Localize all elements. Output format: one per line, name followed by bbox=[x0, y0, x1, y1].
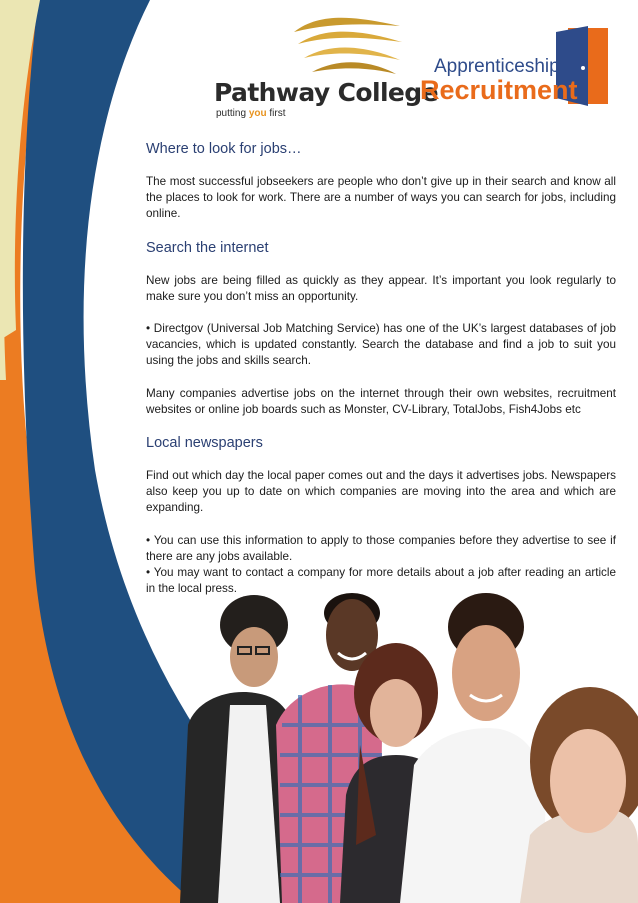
pathway-swoosh-icon bbox=[292, 16, 402, 78]
pathway-tagline bbox=[216, 108, 285, 119]
person-far-right-girl bbox=[520, 687, 638, 903]
apprenticeship-recruitment-logo bbox=[420, 26, 610, 108]
heading-where-to-look: Where to look for jobs… bbox=[146, 141, 302, 157]
internet-paragraph-2: Many companies advertise jobs on the internet through their own websites, recruitment websites or online job boards such as Monster, CV-Library, TotalJobs, Fish4Jobs etc bbox=[146, 386, 616, 416]
pathway-college-name: Pathway College bbox=[214, 78, 438, 107]
internet-paragraph-1: New jobs are being filled as quickly as they appear. It’s important you look regularly to make sure you don’t miss an opportunity. bbox=[146, 273, 616, 303]
heading-search-internet: Search the internet bbox=[146, 239, 269, 256]
main-content bbox=[146, 140, 616, 613]
group-photo-young-people bbox=[170, 585, 638, 903]
tagline-part-1: putting bbox=[216, 108, 249, 119]
recruitment-text: Recruitment bbox=[420, 75, 578, 105]
newspapers-bullet-1: • You can use this information to apply to those companies before they advertise to see if there are any jobs available. bbox=[146, 533, 616, 563]
pathway-college-logo bbox=[212, 16, 438, 119]
heading-local-newspapers: Local newspapers bbox=[146, 435, 263, 452]
internet-bullet-directgov: • Directgov (Universal Job Matching Service) has one of the UK’s largest databases of job vacancies, which is updated constantly. Search the database and find a job to suit you using the jobs and skills search. bbox=[146, 322, 616, 368]
apprenticeship-text: Apprenticeship bbox=[434, 56, 560, 77]
tagline-part-2: you bbox=[248, 108, 267, 119]
tagline-part-3: first bbox=[266, 108, 286, 119]
newspapers-bullet-2: • You may want to contact a company for more details about a job after reading an article in the local press. bbox=[146, 566, 616, 596]
intro-paragraph: The most successful jobseekers are people who don’t give up in their search and know all the places to look for work. There are a number of ways you can search for jobs, including online. bbox=[146, 175, 616, 221]
newspapers-paragraph-1: Find out which day the local paper comes out and the days it advertises jobs. Newspapers also keep you up to date on which companies are moving into the area and which are expanding. bbox=[146, 469, 616, 515]
person-right-guy bbox=[400, 593, 546, 903]
